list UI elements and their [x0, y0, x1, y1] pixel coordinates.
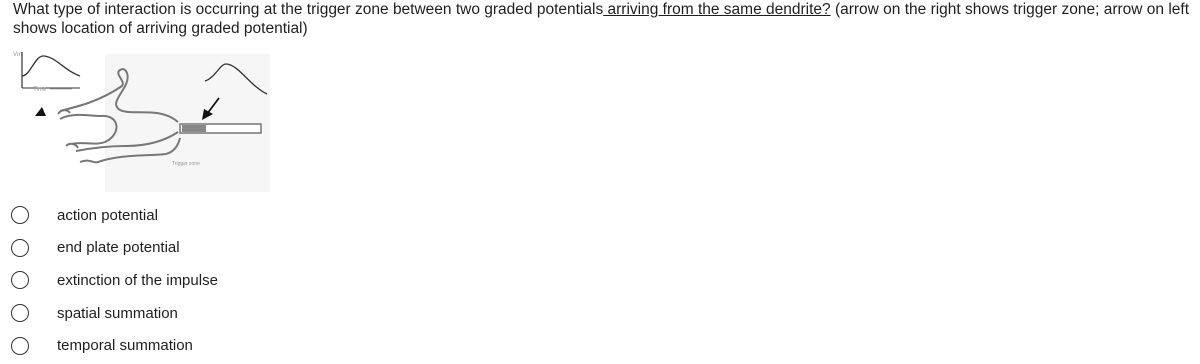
neuron-diagram [10, 46, 270, 192]
graded-potential-curve [22, 56, 80, 76]
radio-button[interactable] [11, 206, 29, 224]
radio-button[interactable] [11, 304, 29, 322]
option-label: spatial summation [57, 304, 178, 322]
diagram-background [105, 54, 270, 192]
question-part-1: What type of interaction is occurring at the trigger zone between two graded potentials [13, 1, 604, 18]
answer-options [11, 199, 218, 362]
option-extinction-of-impulse[interactable] [11, 264, 218, 297]
trigger-zone-region [182, 125, 206, 132]
trigger-zone-label: Trigger zone [172, 161, 200, 167]
question-part-2: (arrow on the right shows trigger zone; arrow on left shows location of arriving graded potential) [13, 1, 1190, 37]
question-text [13, 0, 1199, 38]
option-label: action potential [57, 206, 158, 224]
option-spatial-summation[interactable] [11, 297, 218, 330]
option-end-plate-potential[interactable] [11, 232, 218, 265]
option-temporal-summation[interactable] [11, 329, 218, 362]
radio-button[interactable] [11, 239, 29, 257]
radio-button[interactable] [11, 271, 29, 289]
option-label: temporal summation [57, 337, 193, 355]
graph-y-label: Vm [13, 52, 22, 58]
arrival-arrow-icon [35, 107, 46, 116]
option-action-potential[interactable] [11, 199, 218, 232]
option-label: end plate potential [57, 239, 180, 257]
option-label: extinction of the impulse [57, 271, 218, 289]
graph-x-label: Time [33, 87, 47, 93]
question-underlined-phrase: arriving from the same dendrite? [603, 1, 831, 18]
radio-button[interactable] [11, 337, 29, 355]
